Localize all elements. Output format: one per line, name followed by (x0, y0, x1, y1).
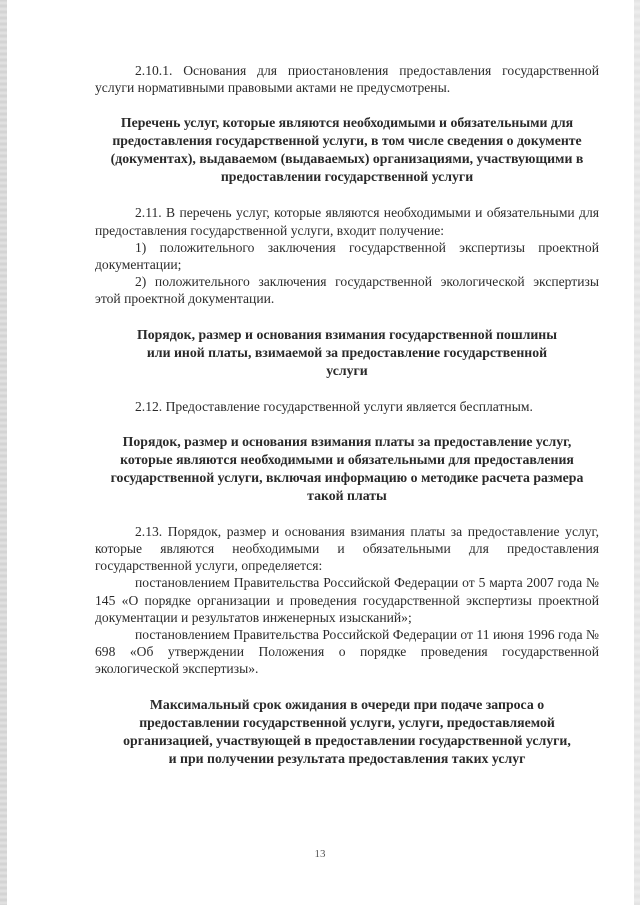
paragraph-2-10-1: 2.10.1. Основания для приостановления предоставления государственной услуги нормативными правовыми актами не предусмотрены. (95, 63, 599, 96)
paragraph-2-11: 2.11. В перечень услуг, которые являются необходимыми и обязательными для предоставления государственной услуги, входит получение: (95, 205, 599, 238)
section-heading-necessary-services: Перечень услуг, которые являются необходимыми и обязательными для предоставления государственной услуги, в том числе сведения о документе (документах), выдаваемом (выдаваемых) организациями, участвующими в предоставлении государственной услуги (110, 115, 584, 185)
section-heading-queue-time: Максимальный срок ожидания в очереди при подаче запроса о предоставлении государственной услуги, услуги, предоставляемой организацией, участвующей в предоставлении государственной услуги, и при получении результата предоставления таких услуг (123, 696, 571, 766)
decree-item-2: постановлением Правительства Российской Федерации от 11 июня 1996 года № 698 «Об утверждении Положения о порядке проведения государственной экологической экспертизы». (95, 627, 599, 677)
document-page (95, 62, 599, 768)
section-heading-state-fee: Порядок, размер и основания взимания государственной пошлины или иной платы, взимаемой за предоставление государственной услуги (136, 326, 558, 378)
list-item-1: 1) положительного заключения государственной экспертизы проектной документации; (95, 239, 599, 273)
decree-item-1: постановлением Правительства Российской Федерации от 5 марта 2007 года № 145 «О порядке организации и проведения государственной экспертизы проектной документации и результатов инженерных изысканий»; (95, 575, 599, 625)
section-heading-fee-for-services: Порядок, размер и основания взимания платы за предоставление услуг, которые являются необходимыми и обязательными для предоставления государственной услуги, включая информацию о методике расчета размера такой платы (110, 433, 584, 503)
list-item-2: 2) положительного заключения государственной экологической экспертизы этой проектной документации. (95, 274, 599, 307)
paragraph-2-12: 2.12. Предоставление государственной услуги является бесплатным. (135, 398, 533, 414)
scan-edge-left (0, 0, 7, 905)
paragraph-2-13: 2.13. Порядок, размер и основания взимания платы за предоставление услуг, которые являются необходимыми и обязательными для предоставления государственной услуги, определяется: (95, 523, 599, 574)
scan-edge-right (634, 0, 640, 905)
page-number: 13 (314, 848, 326, 860)
